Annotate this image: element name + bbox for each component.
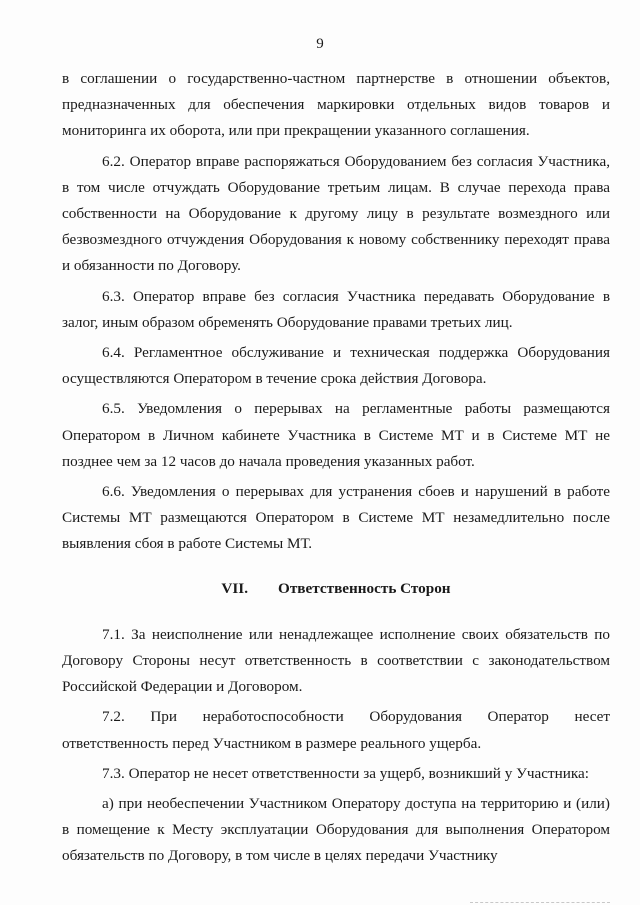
document-body — [62, 66, 610, 870]
paragraph-6-3: 6.3. Оператор вправе без согласия Участника передавать Оборудование в залог, иным образом обременять Оборудование правами третьих лиц. — [62, 287, 610, 331]
paragraph-7-3: 7.3. Оператор не несет ответственности за ущерб, возникший у Участника: — [102, 764, 589, 782]
paragraph-7-1: 7.1. За неисполнение или ненадлежащее исполнение своих обязательств по Договору Стороны несут ответственность в соответствии с законодательством Российской Федерации и Договором. — [62, 625, 610, 696]
paragraph-7-2: 7.2. При неработоспособности Оборудования Оператор несет ответственность перед Участником в размере реального ущерба. — [62, 708, 610, 752]
paragraph-7-3-a: а) при необеспечении Участником Оператору доступа на территорию и (или) в помещение к Месту эксплуатации Оборудования для выполнения Оператором обязательств по Договору, в том числе в целях передачи Участнику — [62, 795, 610, 865]
section-number: VII. — [221, 579, 249, 597]
page-number: 9 — [316, 36, 324, 52]
section-heading — [62, 576, 610, 602]
paragraph-6-6: 6.6. Уведомления о перерывах для устранения сбоев и нарушений в работе Системы МТ размещаются Оператором в Системе МТ незамедлительно после выявления сбоя в работе Системы МТ. — [62, 483, 610, 553]
scan-artifact-line — [470, 901, 610, 903]
paragraph-6-2: 6.2. Оператор вправе распоряжаться Оборудованием без согласия Участника, в том числе отчуждать Оборудование третьим лицам. В случае перехода права собственности на Оборудование к другому лицу в результате возмездного или безвозмездного отчуждения Оборудования к новому собственнику переходят права и обязанности по Договору. — [62, 152, 610, 275]
paragraph-6-4: 6.4. Регламентное обслуживание и техническая поддержка Оборудования осуществляются Оператором в течение срока действия Договора. — [62, 344, 610, 388]
paragraph-6-5: 6.5. Уведомления о перерывах на регламентные работы размещаются Оператором в Личном кабинете Участника в Системе МТ и в Системе МТ не позднее чем за 12 часов до начала проведения указанных работ. — [62, 400, 610, 470]
paragraph-continuation: в соглашении о государственно-частном партнерстве в отношении объектов, предназначенных для обеспечения маркировки отдельных видов товаров и мониторинга их оборота, или при прекращении указанного соглашения. — [62, 70, 610, 140]
section-title: Ответственность Сторон — [278, 579, 451, 597]
